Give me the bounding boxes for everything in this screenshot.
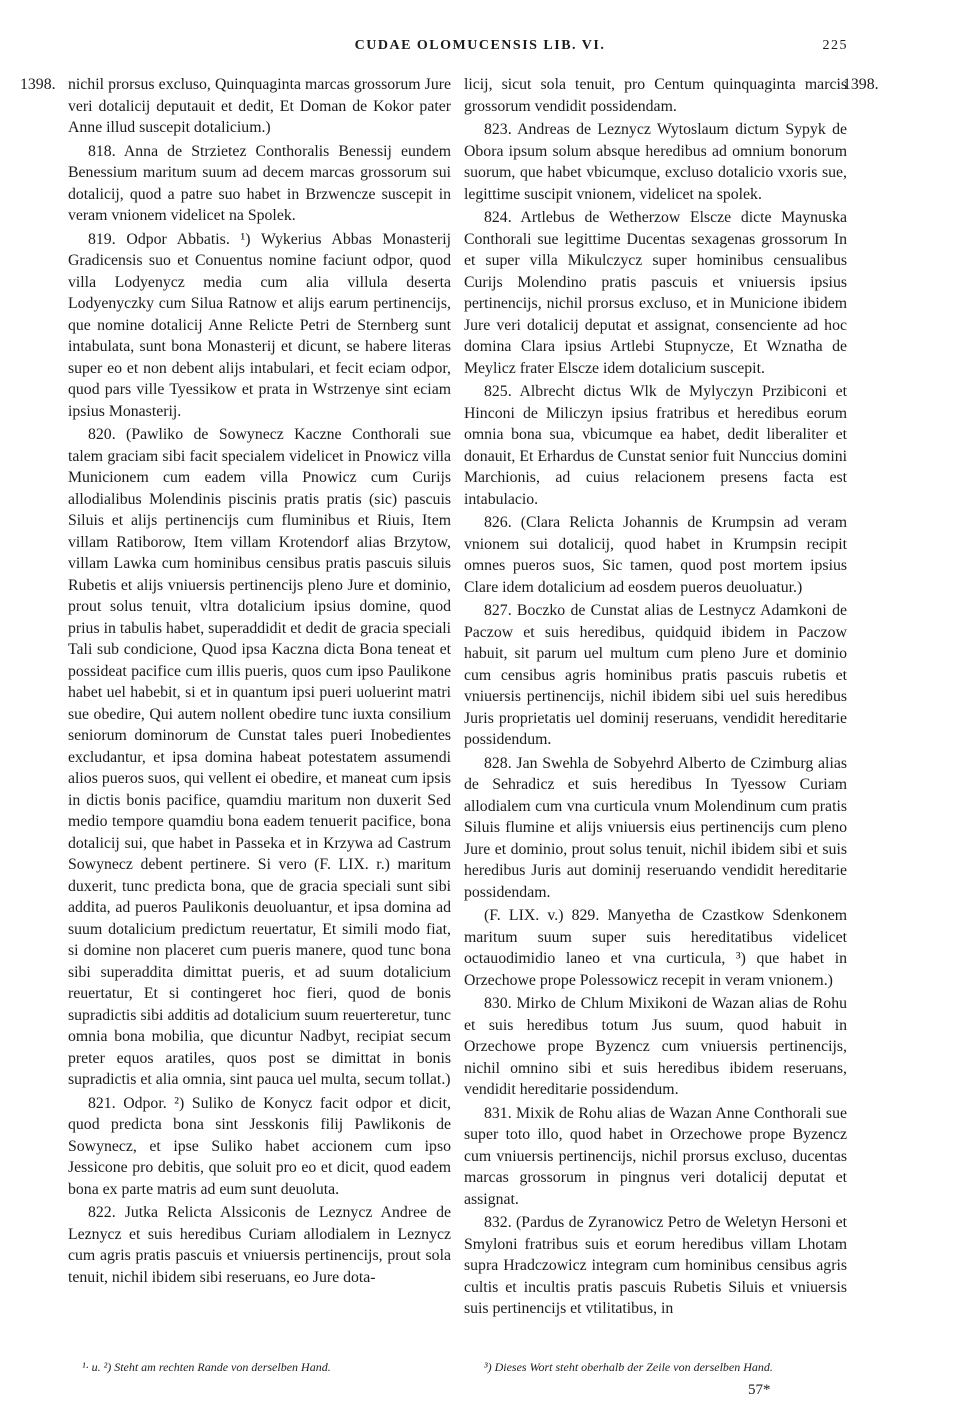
- paragraph: licij, sicut sola tenuit, pro Centum quinquaginta marcis grossorum vendidit possidendam.: [464, 76, 847, 115]
- signature-mark: 57*: [748, 1382, 771, 1398]
- paragraph: 823. Andreas de Leznycz Wytoslaum dictum Sypyk de Obora ipsum solum absque heredibus ad omnium bonorum suorum, que habet vbicumque, excluso dotalicio vxoris sue, legittime suscipit vnionem, videlicet na spolek.: [464, 121, 847, 203]
- paragraph: 819. Odpor Abbatis. ¹) Wykerius Abbas Monasterij Gradicensis suo et Conuentus nomine faciunt odpor, quod villa Lodyenycz media cum alia villula deserta Lodyenyczky cum Silua Ratnow et alijs earum pertinencijs, que nomine dotalicij Anne Relicte Petri de Sternberg sunt intabulata, sunt bona Monasterij et dicunt, se habere literas super eo et non debent alijs intabulari, et fecit eciam odpor, quod pars ville Tyessikow et prata in Wstrzenye sint eciam ipsius Monasterij.: [68, 230, 451, 420]
- paragraph: 831. Mixik de Rohu alias de Wazan Anne Conthorali sue super toto illo, quod habet in Orzechowe prope Byzencz cum vniuersis pertinencijs, nichil prorsus excluso, ducentas marcas grossorum in pingnus veri dotalicij deputat et assignat.: [464, 1104, 847, 1208]
- paragraph: (F. LIX. v.) 829. Manyetha de Czastkow Sdenkonem maritum suum super suis hereditatibus videlicet octauodimidio laneo et vna curticula, ³) que habet in Orzechowe prope Polessowicz recepit in veram vnionem.): [464, 907, 847, 989]
- paragraph: 820. (Pawliko de Sowynecz Kaczne Conthorali sue talem graciam sibi facit specialem videlicet in Pnowicz villa Municionem cum eadem villa Pnowicz cum Curijs allodialibus Molendinis piscinis pratis pratis (sic) pascuis Siluis et alijs pertinencijs cum fluminibus et Riuis, Item villam Ratiborow, Item villam Krotendorf alias Brzytow, villam Lawka cum hominibus censibus pratis pascuis siluis Rubetis et alijs vniuersis pertinencijs pleno Jure et dominio, prout solus tenuit, vltra dotalicium ipsius domine, quod prius in tabulis habet, superaddidit et dedit de gracia speciali Tali sub condicione, Quod ipsa Kaczna dicta Bona teneat et possideat pacifice cum illis pueris, quos cum ipso Paulikone habet uel habebit, si et in quantum ipsi pueri uoluerint matri sue obedire, Qui autem nollent obedire tunc iuxta consilium seniorum dominorum de Cunstat tales pueri Inobedientes excludantur, et ipsa domina habeat potestatem assumendi alios pueros suos, qui vellent ei obedire, et maneat cum ipsis in dictis bonis pacifice, quamdiu maritum non duxerit Sed medio tempore quamdiu bona eadem tenuerit pacifice, bona dotalicij sui, que habet in Passeka et in Krzywa ad Castrum Sowynecz debent pertinere. Si vero (F. LIX. r.) maritum duxerit, tunc predicta bona, que de gracia speciali sunt sibi addita, ad pueros Paulikonis deuoluantur, et ipsa domina ad suum dotalicium predictum reuertatur, Et simili modo fiat, si domine non placeret cum pueris manere, quod tunc bona sibi superaddita dimittat pueris, et ad suum dotalicium reuertatur, Et si contingeret hoc fieri, quod de bonis supradictis sibi additis ad dotalicium suum reuerteretur, tunc omnia bona mobilia, que dicuntur Nadbyt, recipiat secum preter equos aratiles, quos post se dimittat in bonis supradictis et alia omnia, sint pauca uel multa, secum tollat.): [68, 426, 451, 1088]
- running-title: CUDAE OLOMUCENSIS LIB. VI.: [354, 38, 606, 53]
- footnote-right: ³) Dieses Wort steht oberhalb der Zeile von derselben Hand.: [484, 1360, 773, 1374]
- paragraph: 822. Jutka Relicta Alssiconis de Leznycz Andree de Leznycz et suis heredibus Curiam allodialem in Leznycz cum agris pratis pascuis et vniuersis pertinencijs, prout sola tenuit, nichil ibidem sibi reseruans, eo Jure dota-: [68, 1204, 451, 1286]
- paragraph: 832. (Pardus de Zyranowicz Petro de Weletyn Hersoni et Smyloni fratribus suis et eorum heredibus villam Lhotam supra Hradczowicz integram cum hominibus censibus agris cultis et incultis pratis pascuis Rubetis Siluis et vniuersis suis pertinencijs et vtilitatibus, in: [464, 1214, 847, 1317]
- left-column: [68, 74, 451, 1288]
- margin-year-left: 1398.: [20, 76, 56, 93]
- page-number: 225: [822, 38, 848, 53]
- paragraph: 818. Anna de Strzietez Conthoralis Benessij eundem Benessium maritum suum ad decem marcas grossorum sui dotalicij, quod a patre suo habet in Brzwencze suscepit in veram vnionem videlicet na Spolek.: [68, 142, 451, 224]
- margin-year-right: 1398.: [843, 76, 879, 93]
- paragraph: 824. Artlebus de Wetherzow Elscze dicte Maynuska Conthorali sue legittime Ducentas sexagenas grossorum In et super villa Mikulczycz super hominibus censualibus Curijs Molendino pratis pascuis et vniuersis ipsius pertinencijs, nichil prorsus excluso, et in Municione ibidem Jure veri dotalicij deputat et assignat, consenciente ad hoc domina Clara ipsius Artlebi Stupnycze, Et Wznatha de Meylicz frater Elscze idem dotalicium suscepit.: [464, 209, 847, 377]
- paragraph: 828. Jan Swehla de Sobyehrd Alberto de Czimburg alias de Sehradicz et suis heredibus In Tyessow Curiam allodialem cum vna curticula vnum Molendinum cum pratis Siluis flumine et alijs vniuersis eius pertinencijs cum pleno Jure et dominio, prout solus tenuit, nichil ibidem sibi et suis heredibus Juris aut dominij reseruando vendidit hereditarie possidendam.: [464, 754, 847, 901]
- paragraph: 827. Boczko de Cunstat alias de Lestnycz Adamkoni de Paczow et suis heredibus, quidquid ibidem in Paczow habuit, sit parum uel multum cum pleno Jure et dominio cum censibus agris hominibus pratis pascuis rubetis et vniuersis pertinencijs, nichil ibidem sibi uel suis heredibus Juris proprietatis uel dominij reseruans, vendidit hereditarie possidendum.: [464, 602, 847, 748]
- footnote-left: ¹· u. ²) Steht am rechten Rande von derselben Hand.: [82, 1360, 331, 1374]
- paragraph: 821. Odpor. ²) Suliko de Konycz facit odpor et dicit, quod predicta bona sint Jesskonis filij Pawlikonis de Sowynecz, et ipse Suliko habet accionem cum ipso Jessicone pro debitis, que soluit pro eo et dicit, quod eadem bona ex parte matris ad eum sunt deuoluta.: [68, 1094, 451, 1198]
- paragraph: nichil prorsus excluso, Quinquaginta marcas grossorum Jure veri dotalicij deputauit et dedit, Et Doman de Kokor pater Anne illud suscepit dotalicium.): [68, 76, 451, 136]
- right-column: [464, 74, 847, 1320]
- paragraph: 825. Albrecht dictus Wlk de Mylyczyn Przibiconi et Hinconi de Miliczyn ipsius fratribus et heredibus eorum omnia bona sua, vbicumque ea habet, dedit liberaliter et donauit, Et Erhardus de Cunstat senior fuit Nunccius domini Marchionis, ad cuius relacionem presens facta est intabulacio.: [464, 383, 847, 508]
- paragraph: 830. Mirko de Chlum Mixikoni de Wazan alias de Rohu et suis heredibus totum Jus suum, quod habuit in Orzechowe prope Byzencz cum vniuersis pertinencijs, nichil omnino sibi et suis heredibus ibidem reseruans, vendidit hereditarie possidendum.: [464, 995, 847, 1098]
- paragraph: 826. (Clara Relicta Johannis de Krumpsin ad veram vnionem sui dotalicij, quod habet in Krumpsin recipit omnes pueros suos, Sic tamen, quod post mortem ipsius Clare idem dotalicium ad eosdem pueros deuoluatur.): [464, 514, 847, 596]
